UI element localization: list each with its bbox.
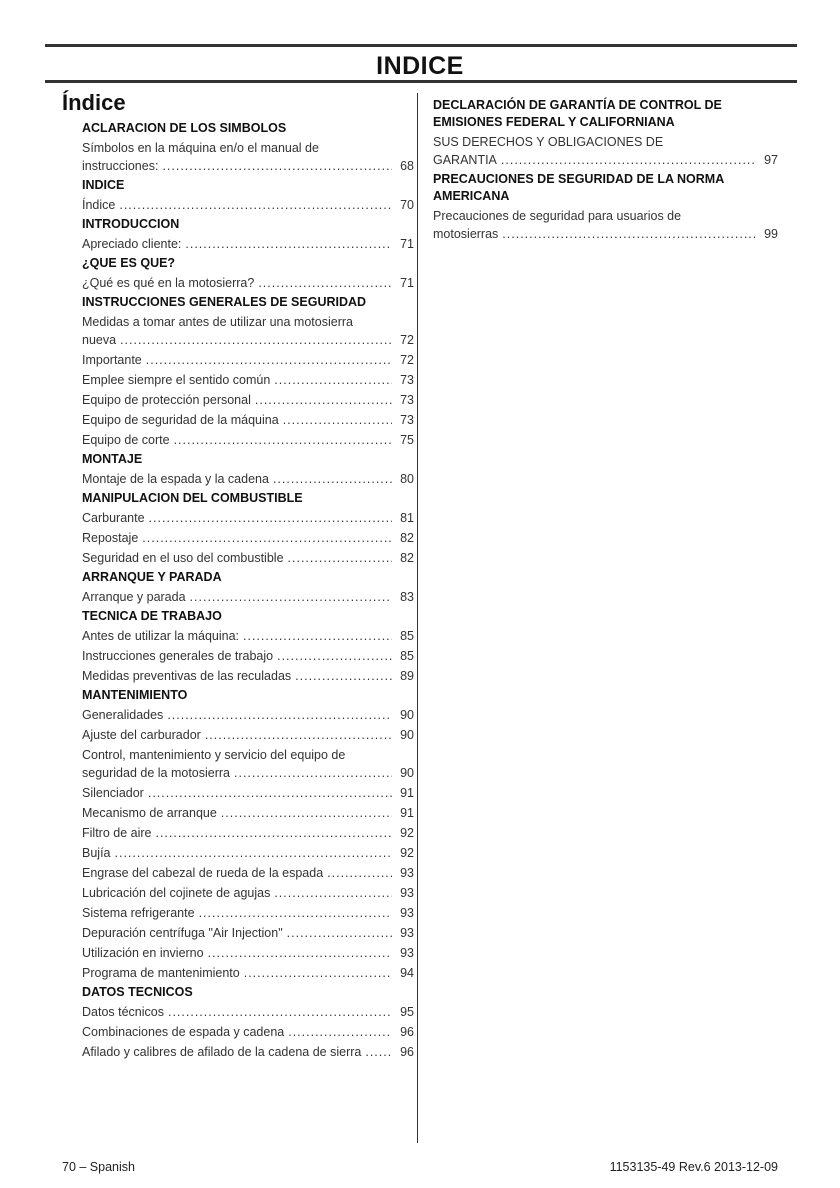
toc-entry-text: Filtro de aire: [82, 826, 152, 840]
toc-entry-line: Precauciones de seguridad para usuarios de: [433, 209, 682, 223]
dot-leader: [244, 964, 392, 982]
toc-entry[interactable]: [82, 470, 414, 488]
page-number: 68: [400, 159, 414, 173]
toc-entry-last-line: [82, 157, 414, 175]
toc-entry[interactable]: [82, 726, 414, 744]
page-number: 82: [400, 531, 414, 545]
toc-entry-last-line: [82, 274, 414, 292]
title-rule: [45, 80, 797, 83]
toc-entry[interactable]: [82, 667, 414, 685]
toc-entry-last-line: [82, 804, 414, 822]
toc-entry-last-line: [82, 1003, 414, 1021]
toc-entry[interactable]: [82, 411, 414, 429]
dot-leader: [115, 844, 393, 862]
section-heading: MONTAJE: [82, 452, 143, 466]
toc-entry[interactable]: [82, 647, 414, 665]
dot-leader: [185, 235, 392, 253]
dot-leader: [119, 196, 392, 214]
toc-entry[interactable]: [82, 924, 414, 942]
page-number: 72: [400, 353, 414, 367]
toc-entry-text: Montaje de la espada y la cadena: [82, 472, 269, 486]
dot-leader: [142, 529, 392, 547]
toc-entry-text: Mecanismo de arranque: [82, 806, 217, 820]
column-divider: [417, 93, 418, 1143]
dot-leader: [277, 647, 392, 665]
toc-entry[interactable]: [82, 844, 414, 862]
toc-entry-text: Equipo de seguridad de la máquina: [82, 413, 279, 427]
section-heading: MANIPULACION DEL COMBUSTIBLE: [82, 491, 303, 505]
page-number: 90: [400, 766, 414, 780]
toc-entry[interactable]: [82, 1043, 414, 1061]
dot-leader: [288, 1023, 392, 1041]
toc-entry-last-line: [82, 627, 414, 645]
toc-entry[interactable]: [82, 746, 414, 782]
toc-entry[interactable]: [82, 391, 414, 409]
toc-entry[interactable]: [433, 133, 778, 169]
left-column: [62, 90, 414, 1061]
toc-entry-text: Silenciador: [82, 786, 144, 800]
toc-entry-last-line: [82, 726, 414, 744]
page-number: 97: [764, 153, 778, 167]
toc-entry-text: Arranque y parada: [82, 590, 186, 604]
toc-entry-last-line: [82, 371, 414, 389]
page-number: 90: [400, 708, 414, 722]
dot-leader: [273, 470, 392, 488]
toc-entry-last-line: [433, 151, 778, 169]
toc-entry-last-line: [82, 411, 414, 429]
toc-entry-last-line: [82, 706, 414, 724]
toc-entry-text: Equipo de protección personal: [82, 393, 251, 407]
section-heading: ¿QUE ES QUE?: [82, 256, 176, 270]
toc-entry[interactable]: [82, 235, 414, 253]
page-number: 81: [400, 511, 414, 525]
section-heading: DECLARACIÓN DE GARANTÍA DE CONTROL DE EMISIONES FEDERAL Y CALIFORNIANA: [433, 98, 722, 129]
toc-entry[interactable]: [82, 313, 414, 349]
toc-entry-text: Afilado y calibres de afilado de la cadena de sierra: [82, 1045, 362, 1059]
toc-entry-text: Engrase del cabezal de rueda de la espada: [82, 866, 324, 880]
toc-entry-last-line: [82, 824, 414, 842]
page-number: 85: [400, 649, 414, 663]
toc-entry-last-line: [82, 964, 414, 982]
dot-leader: [199, 904, 392, 922]
left-sections: [62, 120, 414, 1061]
toc-entry-last-line: [82, 549, 414, 567]
page-number: 73: [400, 373, 414, 387]
toc-entry-text: nueva: [82, 333, 117, 347]
toc-entry-text: ¿Qué es qué en la motosierra?: [82, 276, 255, 290]
toc-entry-text: Sistema refrigerante: [82, 906, 195, 920]
page-title: INDICE: [376, 52, 464, 80]
dot-leader: [148, 784, 392, 802]
page-number: 92: [400, 826, 414, 840]
page-number: 91: [400, 786, 414, 800]
toc-entry-text: instrucciones:: [82, 159, 159, 173]
section-heading: TECNICA DE TRABAJO: [82, 609, 222, 623]
toc-entry[interactable]: [82, 706, 414, 724]
toc-entry-line: Símbolos en la máquina en/o el manual de: [82, 141, 319, 155]
section-heading: ACLARACION DE LOS SIMBOLOS: [82, 121, 287, 135]
dot-leader: [295, 667, 392, 685]
toc-entry-text: Emplee siempre el sentido común: [82, 373, 271, 387]
toc-entry[interactable]: [82, 627, 414, 645]
toc-entry-last-line: [82, 924, 414, 942]
toc-entry-text: Medidas preventivas de las reculadas: [82, 669, 292, 683]
toc-entry[interactable]: [82, 274, 414, 292]
dot-leader: [258, 274, 392, 292]
page-number: 70: [400, 198, 414, 212]
toc-entry-last-line: [82, 904, 414, 922]
dot-leader: [243, 627, 392, 645]
dot-leader: [288, 549, 392, 567]
toc-entry[interactable]: [82, 588, 414, 606]
dot-leader: [174, 431, 392, 449]
toc-entry[interactable]: [82, 824, 414, 842]
toc-entry-text: Repostaje: [82, 531, 139, 545]
dot-leader: [327, 864, 392, 882]
section-heading: INSTRUCCIONES GENERALES DE SEGURIDAD: [82, 295, 367, 309]
toc-entry[interactable]: [82, 1023, 414, 1041]
section-heading: INTRODUCCION: [82, 217, 180, 231]
toc-entry-text: Apreciado cliente:: [82, 237, 182, 251]
toc-entry-last-line: [82, 470, 414, 488]
toc-entry-last-line: [82, 529, 414, 547]
page-number: 93: [400, 866, 414, 880]
toc-entry-last-line: [82, 331, 414, 349]
dot-leader: [155, 824, 392, 842]
toc-entry[interactable]: [82, 371, 414, 389]
page-number: 95: [400, 1005, 414, 1019]
index-heading: Índice: [62, 90, 126, 115]
toc-entry-text: Antes de utilizar la máquina:: [82, 629, 240, 643]
toc-entry[interactable]: [82, 804, 414, 822]
toc-entry-last-line: [433, 225, 778, 243]
footer-doc-id: 1153135-49 Rev.6 2013-12-09: [609, 1160, 778, 1174]
section-heading: ARRANQUE Y PARADA: [82, 570, 222, 584]
toc-entry-line: Medidas a tomar antes de utilizar una motosierra: [82, 315, 353, 329]
right-column: [433, 95, 778, 243]
footer-page-label: 70 – Spanish: [62, 1160, 135, 1174]
toc-entry-text: Equipo de corte: [82, 433, 170, 447]
page-number: 80: [400, 472, 414, 486]
toc-entry[interactable]: [82, 196, 414, 214]
dot-leader: [274, 371, 392, 389]
toc-entry-last-line: [82, 509, 414, 527]
dot-leader: [234, 764, 392, 782]
page-number: 93: [400, 886, 414, 900]
dot-leader: [146, 351, 392, 369]
toc-entry-text: Programa de mantenimiento: [82, 966, 240, 980]
toc-entry-text: Utilización en invierno: [82, 946, 204, 960]
page-number: 93: [400, 926, 414, 940]
toc-entry-last-line: [82, 864, 414, 882]
page-number: 72: [400, 333, 414, 347]
dot-leader: [149, 509, 392, 527]
toc-entry-line: Control, mantenimiento y servicio del equipo de: [82, 748, 346, 762]
dot-leader: [287, 924, 392, 942]
toc-entry[interactable]: [82, 864, 414, 882]
toc-entry[interactable]: [82, 509, 414, 527]
toc-entry-text: Índice: [82, 198, 116, 212]
page-number: 82: [400, 551, 414, 565]
toc-entry[interactable]: [82, 964, 414, 982]
toc-entry-text: GARANTIA: [433, 153, 497, 167]
toc-entry-last-line: [82, 1023, 414, 1041]
toc-entry[interactable]: [82, 884, 414, 902]
toc-entry-last-line: [82, 391, 414, 409]
dot-leader: [502, 225, 756, 243]
page-number: 89: [400, 669, 414, 683]
dot-leader: [255, 391, 392, 409]
toc-entry-last-line: [82, 944, 414, 962]
dot-leader: [221, 804, 392, 822]
page-number: 96: [400, 1045, 414, 1059]
toc-entry[interactable]: [82, 549, 414, 567]
toc-entry-text: Generalidades: [82, 708, 164, 722]
toc-entry[interactable]: [82, 529, 414, 547]
toc-entry[interactable]: [82, 904, 414, 922]
toc-entry-text: Ajuste del carburador: [82, 728, 201, 742]
toc-entry-line: SUS DERECHOS Y OBLIGACIONES DE: [433, 135, 664, 149]
page-number: 99: [764, 227, 778, 241]
toc-entry[interactable]: [82, 784, 414, 802]
page-number: 96: [400, 1025, 414, 1039]
toc-entry-last-line: [82, 764, 414, 782]
toc-entry-text: seguridad de la motosierra: [82, 766, 230, 780]
section-heading: PRECAUCIONES DE SEGURIDAD DE LA NORMA AMERICANA: [433, 172, 724, 203]
toc-entry-text: Lubricación del cojinete de agujas: [82, 886, 271, 900]
page-number: 85: [400, 629, 414, 643]
top-rule: [45, 44, 797, 47]
section-heading: INDICE: [82, 178, 125, 192]
toc-entry[interactable]: [433, 207, 778, 243]
dot-leader: [162, 157, 392, 175]
dot-leader: [190, 588, 392, 606]
toc-entry-text: Instrucciones generales de trabajo: [82, 649, 274, 663]
toc-entry-text: motosierras: [433, 227, 499, 241]
toc-entry[interactable]: [82, 944, 414, 962]
page-number: 94: [400, 966, 414, 980]
toc-entry-text: Depuración centrífuga "Air Injection": [82, 926, 283, 940]
toc-entry[interactable]: [82, 351, 414, 369]
dot-leader: [501, 151, 756, 169]
dot-leader: [365, 1043, 392, 1061]
toc-entry-last-line: [82, 588, 414, 606]
dot-leader: [205, 726, 392, 744]
toc-entry-last-line: [82, 884, 414, 902]
toc-entry-last-line: [82, 647, 414, 665]
toc-entry-last-line: [82, 351, 414, 369]
dot-leader: [167, 706, 392, 724]
page-number: 75: [400, 433, 414, 447]
toc-entry[interactable]: [82, 1003, 414, 1021]
page-number: 93: [400, 906, 414, 920]
dot-leader: [274, 884, 392, 902]
dot-leader: [120, 331, 392, 349]
page-number: 73: [400, 393, 414, 407]
page-number: 71: [400, 276, 414, 290]
toc-entry-last-line: [82, 667, 414, 685]
toc-entry-text: Bujía: [82, 846, 111, 860]
page-number: 71: [400, 237, 414, 251]
section-heading: DATOS TECNICOS: [82, 985, 193, 999]
toc-entry[interactable]: [82, 139, 414, 175]
dot-leader: [168, 1003, 392, 1021]
section-heading: MANTENIMIENTO: [82, 688, 188, 702]
toc-entry-last-line: [82, 431, 414, 449]
page-number: 73: [400, 413, 414, 427]
page-number: 83: [400, 590, 414, 604]
toc-entry-last-line: [82, 235, 414, 253]
toc-entry-text: Seguridad en el uso del combustible: [82, 551, 284, 565]
page-number: 92: [400, 846, 414, 860]
dot-leader: [283, 411, 392, 429]
toc-entry-text: Carburante: [82, 511, 145, 525]
page-number: 91: [400, 806, 414, 820]
toc-entry-text: Combinaciones de espada y cadena: [82, 1025, 285, 1039]
page-number: 90: [400, 728, 414, 742]
dot-leader: [208, 944, 392, 962]
toc-entry-text: Datos técnicos: [82, 1005, 164, 1019]
toc-entry-last-line: [82, 784, 414, 802]
page-number: 93: [400, 946, 414, 960]
toc-entry-last-line: [82, 196, 414, 214]
toc-entry-last-line: [82, 844, 414, 862]
toc-entry-text: Importante: [82, 353, 142, 367]
right-sections: [433, 97, 778, 243]
toc-entry-last-line: [82, 1043, 414, 1061]
toc-entry[interactable]: [82, 431, 414, 449]
